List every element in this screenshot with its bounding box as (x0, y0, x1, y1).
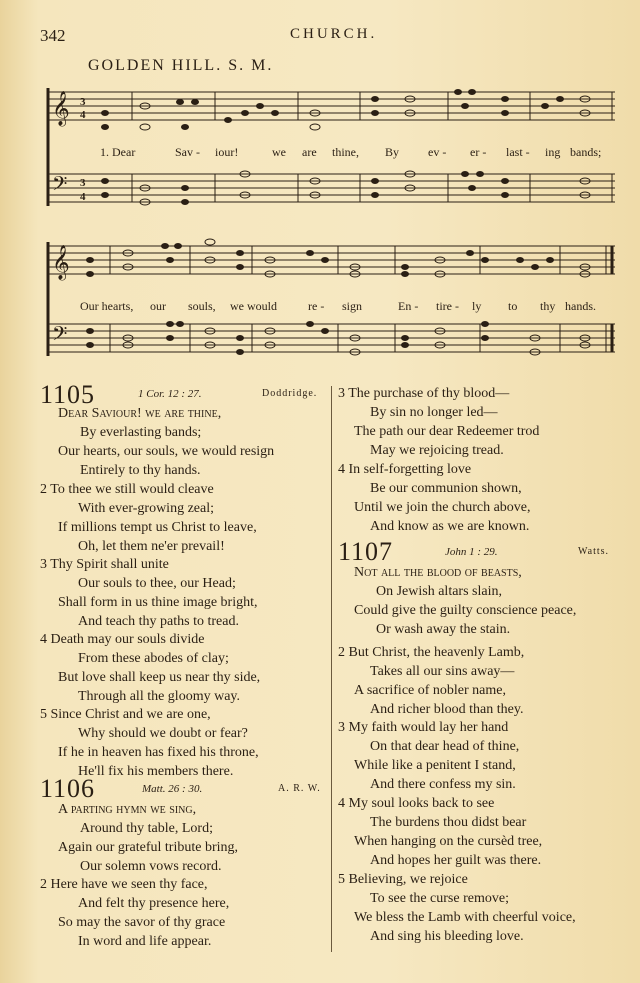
scripture-reference: Matt. 26 : 30. (142, 783, 203, 795)
stanza: 3 My faith would lay her hand On that dear head of thine, While like a penitent I stand, And there confess my sin. (338, 720, 520, 792)
lyric-syllable: er - (470, 145, 487, 159)
svg-text:4: 4 (80, 191, 86, 203)
page-number: 342 (40, 26, 66, 45)
stanza: A parting hymn we sing, Around thy table, Lord; Again our grateful tribute bring, Our solemn vows record. (58, 802, 239, 874)
column-divider (331, 386, 332, 952)
lyric-syllable: are (302, 145, 317, 159)
lyric-syllable: By (385, 145, 400, 159)
lyric-syllable: bands; (570, 145, 602, 159)
stanza: 4 In self-forgetting love Be our communion shown, Until we join the church above, And know as we are known. (338, 462, 531, 534)
stanza: Dear Saviour! we are thine, By everlasting bands; Our hearts, our souls, we would resign Entirely to thy hands. (58, 406, 275, 478)
stanza: 5 Believing, we rejoice To see the curse remove; We bless the Lamb with cheerful voice, And sing his bleeding love. (338, 872, 576, 944)
lyric-syllable: iour! (215, 145, 239, 159)
svg-text:3: 3 (80, 96, 86, 108)
lyric-syllable: thine, (332, 145, 359, 159)
lyric-syllable: souls, (188, 299, 216, 313)
lyric-syllable: last - (506, 145, 530, 159)
lyric-syllable: Sav - (175, 145, 200, 159)
hymn-author: Watts. (578, 546, 610, 557)
lyric-syllable: to (508, 299, 518, 313)
svg-text:3: 3 (80, 177, 86, 189)
hymn-author: Doddridge. (262, 388, 318, 399)
stanza: 3 Thy Spirit shall unite Our souls to thee, our Head; Shall form in us thine image bright, And teach thy paths to tread. (40, 557, 258, 629)
stanza: 2 Here have we seen thy face, And felt thy presence here, So may the savor of thy grace In word and life appear. (40, 877, 230, 949)
lyric-syllable: 1. Dear (100, 145, 136, 159)
stanza: 2 But Christ, the heavenly Lamb, Takes all our sins away— A sacrifice of nobler name, And richer blood than they. (338, 645, 525, 717)
svg-text:𝄞: 𝄞 (52, 92, 70, 125)
music-system-2 (40, 232, 620, 372)
system-1-lyrics (100, 145, 601, 159)
stanza: 4 My soul looks back to see The burdens thou didst bear When hanging on the cursèd tree, And hopes her guilt was there. (338, 796, 543, 868)
music-system-1 (40, 82, 620, 222)
stanza: 2 To thee we still would cleave With ever-growing zeal; If millions tempt us Christ to leave, Oh, let them ne'er prevail! (40, 482, 257, 554)
stanza: 3 The purchase of thy blood— By sin no longer led— The path our dear Redeemer trod May we rejoicing tread. (338, 386, 540, 458)
svg-text:𝄞: 𝄞 (52, 246, 70, 279)
lyric-syllable: re - (308, 299, 325, 313)
system-2-lyrics (80, 299, 596, 313)
lyric-syllable: we (272, 145, 286, 159)
lyric-syllable: ly (472, 299, 482, 313)
svg-text:𝄢: 𝄢 (52, 174, 68, 200)
scripture-reference: 1 Cor. 12 : 27. (138, 388, 202, 400)
lyric-syllable: ing (545, 145, 561, 159)
lyric-syllable: our (150, 299, 166, 313)
running-title: CHURCH. (290, 26, 378, 42)
lyric-syllable: ev - (428, 145, 447, 159)
lyric-syllable: we would (230, 299, 277, 313)
stanza: 5 Since Christ and we are one, Why should we doubt or fear? If he in heaven has fixed his throne, He'll fix his members there. (40, 707, 259, 779)
lyric-syllable: hands. (565, 299, 596, 313)
svg-text:𝄢: 𝄢 (52, 324, 68, 350)
hymn-number: 1107 (338, 537, 394, 566)
tune-title: GOLDEN HILL. S. M. (88, 57, 274, 74)
scripture-reference: John 1 : 29. (445, 546, 498, 558)
hymn-author: A. R. W. (278, 783, 321, 794)
hymn-number: 1105 (40, 380, 96, 409)
lyric-syllable: thy (540, 299, 556, 313)
hymn-number: 1106 (40, 774, 96, 803)
stanza: 4 Death may our souls divide From these abodes of clay; But love shall keep us near thy side, Through all the gloomy way. (40, 632, 261, 704)
svg-text:4: 4 (80, 109, 86, 121)
lyric-syllable: En - (398, 299, 419, 313)
stanza: Not all the blood of beasts, On Jewish altars slain, Could give the guilty conscience peace, Or wash away the stain. (354, 565, 577, 637)
lyric-syllable: tire - (436, 299, 459, 313)
lyric-syllable: sign (342, 299, 363, 313)
lyric-syllable: Our hearts, (80, 299, 134, 313)
